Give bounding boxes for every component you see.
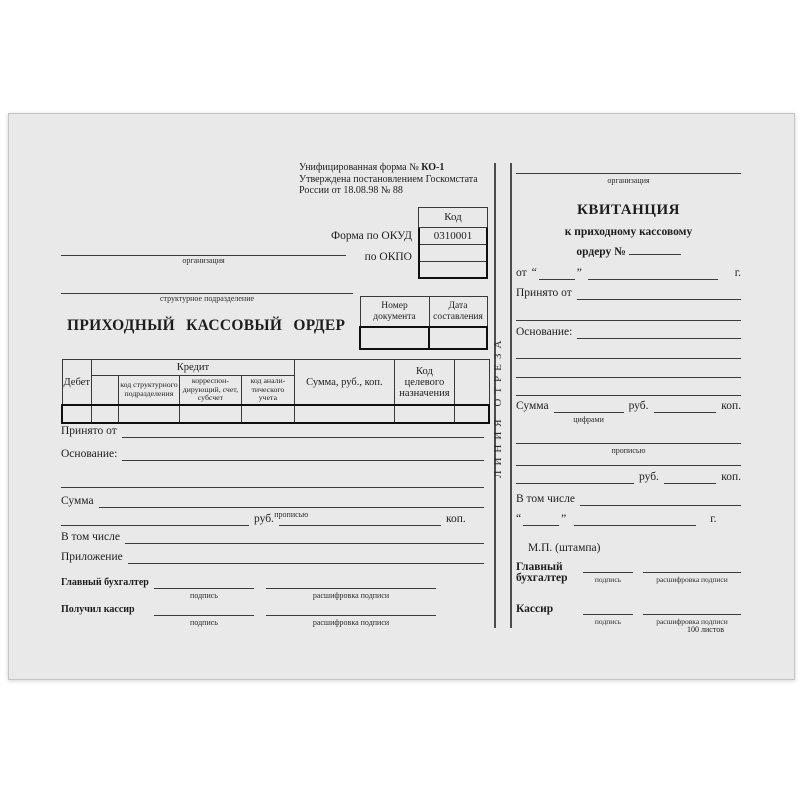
- signature-note: подпись: [594, 575, 622, 584]
- receipt-accepted-from-row: [516, 285, 741, 300]
- receipt-subtitle: к приходному кассовому: [564, 226, 693, 238]
- receipt-cashier-row: [516, 600, 741, 626]
- empty-code-cell: [420, 262, 486, 277]
- basis-extra-blank: [61, 472, 484, 488]
- signature-note: подпись: [594, 617, 622, 626]
- receipt-including-label: В том числе: [516, 493, 575, 505]
- cashier-name-blank: [266, 601, 436, 627]
- receipt-organization-label: организация: [607, 176, 650, 185]
- okpo-label: по ОКПО: [364, 251, 412, 263]
- kop-blank: [279, 510, 441, 526]
- receipt-rub-kop-row: [516, 469, 741, 484]
- cash-order-form: [8, 113, 795, 680]
- form-note-line1: [299, 162, 499, 174]
- attachment-label: Приложение: [61, 551, 123, 563]
- chief-accountant-label: Главный бухгалтер: [61, 577, 149, 588]
- receipt-blank-line: [516, 306, 741, 321]
- basis-row: [61, 445, 484, 461]
- receipt-year-label2: г.: [710, 513, 717, 525]
- receipt-order-no-blank: [629, 244, 681, 255]
- receipt-words-line: [516, 429, 741, 455]
- receipt-words-note: прописью: [611, 446, 646, 455]
- rub-label: руб.: [254, 513, 274, 525]
- table-cell: [454, 405, 489, 423]
- code-table-header: Код: [418, 207, 488, 228]
- receipt-basis-row: [516, 324, 741, 339]
- receipt-month-blank: [588, 265, 718, 280]
- receipt-organization-blank: [516, 160, 741, 185]
- receipt-cashier-name-blank: [643, 600, 741, 626]
- receipt-extra-line: [516, 451, 741, 466]
- receipt-date2-row: [516, 511, 741, 526]
- purpose-code-header: Код целевого назначения: [394, 360, 454, 406]
- receipt-sum-row: [516, 398, 741, 424]
- table-cell: [62, 405, 91, 423]
- credit-sub-empty: [91, 376, 118, 406]
- spare-header: [454, 360, 489, 406]
- receipt-chief-accountant-label: Главный бухгалтер: [516, 561, 568, 584]
- organization-line: [61, 241, 346, 265]
- receipt-from-label: от: [516, 267, 527, 279]
- subdivision-label: структурное подразделение: [159, 294, 255, 303]
- rub-kop-row: [61, 510, 482, 526]
- credit-sub-analytic: код аналитического учета: [241, 376, 294, 406]
- code-table: [418, 207, 488, 279]
- cut-line-label: ЛИНИЯ ОТРЕЗА: [492, 335, 504, 478]
- receipt-year-label: г.: [734, 267, 741, 279]
- table-cell: [118, 405, 179, 423]
- stamp-note: М.П. (штампа): [528, 542, 601, 554]
- doc-date-header: Дата составления: [429, 297, 487, 328]
- including-row: [61, 528, 484, 544]
- table-cell: [294, 405, 394, 423]
- form-note-prefix: Унифицированная форма №: [299, 162, 419, 173]
- signature-decode-note: расшифровка подписи: [656, 617, 728, 626]
- receipt-including-blank: [580, 491, 741, 506]
- quote-close: ”: [576, 267, 582, 279]
- chief-accountant-row: [61, 574, 484, 600]
- receipt-title: КВИТАНЦИЯ: [577, 202, 680, 218]
- receipt-digits-note: цифрами: [573, 415, 604, 424]
- attachment-blank: [128, 548, 484, 564]
- receipt-words-blank: [516, 429, 741, 455]
- code-table-values: [418, 228, 488, 279]
- receipt-chief-accountant-row: [516, 558, 741, 584]
- credit-header: Кредит: [91, 360, 294, 376]
- form-approval-note: [299, 162, 499, 197]
- receipt-extra-line: [516, 344, 741, 359]
- cashier-signature-blank: [154, 601, 254, 627]
- receipt-rub-label: руб.: [628, 400, 649, 412]
- sum-in-words-note: прописью: [274, 510, 309, 519]
- doc-number-table: [359, 296, 488, 350]
- receipt-including-row: [516, 491, 741, 506]
- form-code: КО-1: [421, 162, 445, 173]
- receipt-rub-blank2: [516, 469, 634, 484]
- attachment-row: [61, 548, 484, 564]
- signature-decode-note: расшифровка подписи: [312, 618, 390, 627]
- subdivision-line: [61, 279, 353, 303]
- sheets-count-note: 100 листов: [687, 625, 724, 634]
- okud-value-cell: 0310001: [420, 228, 486, 245]
- receipt-sum-digits-blank: [554, 398, 624, 424]
- receipt-order-no-label: ордеру №: [576, 246, 626, 258]
- signature-decode-note: расшифровка подписи: [656, 575, 728, 584]
- receipt-organization-line: [516, 160, 741, 185]
- okud-label: Форма по ОКУД: [331, 230, 412, 242]
- receipt-date-row: [516, 265, 741, 280]
- receipt-cashier-label: Кассир: [516, 603, 554, 615]
- receipt-blank-line: [516, 381, 741, 396]
- debit-header: Дебет: [62, 360, 91, 406]
- including-blank: [125, 528, 484, 544]
- quote-open: “: [516, 513, 522, 525]
- credit-sub-structural: код структурного подразделения: [118, 376, 179, 406]
- basis-extra-line: [61, 472, 484, 488]
- receipt-kop-blank2: [664, 469, 716, 484]
- receipt-blank-line: [516, 344, 741, 359]
- receipt-day2-blank: [523, 511, 559, 526]
- quote-open: “: [531, 267, 537, 279]
- chief-signature-blank: [154, 574, 254, 600]
- form-note-line3: России от 18.08.98 № 88: [299, 185, 403, 196]
- receipt-day-blank: [539, 265, 575, 280]
- accounts-table: [61, 359, 490, 424]
- credit-sub-corresponding: корреспондирующий, счет, субсчет: [179, 376, 241, 406]
- receipt-cashier-signature-blank: [583, 600, 633, 626]
- receipt-rub-label2: руб.: [639, 471, 659, 483]
- signature-decode-note: расшифровка подписи: [312, 591, 390, 600]
- basis-blank: [122, 445, 484, 461]
- accepted-from-row: [61, 422, 484, 438]
- cashier-received-row: [61, 601, 484, 627]
- cashier-received-label: Получил кассир: [61, 604, 135, 615]
- receipt-order-no-row: [516, 244, 741, 258]
- receipt-sum-label: Сумма: [516, 400, 549, 412]
- receipt-basis-label: Основание:: [516, 326, 573, 338]
- accepted-from-blank: [122, 422, 484, 438]
- receipt-extra-line: [516, 381, 741, 396]
- signature-note: подпись: [190, 591, 218, 600]
- form-title: ПРИХОДНЫЙ КАССОВЫЙ ОРДЕР: [67, 317, 346, 334]
- receipt-basis-blank: [577, 324, 741, 339]
- signature-note: подпись: [190, 618, 218, 627]
- receipt-chief-signature-blank: [583, 558, 633, 584]
- kop-label: коп.: [445, 513, 466, 525]
- sum-label: Сумма: [61, 495, 94, 507]
- basis-label: Основание:: [61, 448, 118, 460]
- table-cell: [91, 405, 118, 423]
- form-note-line2: Утверждена постановлением Госкомстата: [299, 173, 478, 185]
- receipt-chief-name-blank: [643, 558, 741, 584]
- table-cell: [394, 405, 454, 423]
- quote-close: ”: [561, 513, 567, 525]
- receipt-kop-label2: коп.: [721, 471, 741, 483]
- doc-date-cell: [429, 327, 487, 349]
- receipt-kop-label: коп.: [721, 400, 741, 412]
- accepted-from-label: Принято от: [61, 425, 117, 437]
- receipt-accepted-from-blank: [577, 285, 741, 300]
- table-cell: [241, 405, 294, 423]
- receipt-kop-blank: [654, 398, 717, 413]
- receipt-accepted-from-label: Принято от: [516, 287, 572, 299]
- table-cell: [179, 405, 241, 423]
- receipt-month2-blank: [574, 511, 696, 526]
- rub-blank: [61, 510, 249, 526]
- including-label: В том числе: [61, 531, 120, 543]
- receipt-extra-line: [516, 363, 741, 378]
- doc-number-header: Номер документа: [360, 297, 429, 328]
- receipt-blank-line: [516, 363, 741, 378]
- chief-name-blank: [266, 574, 436, 600]
- okpo-value-cell: [420, 245, 486, 262]
- receipt-blank-line: [516, 451, 741, 466]
- organization-label: организация: [182, 256, 225, 265]
- receipt-extra-line: [516, 306, 741, 321]
- sum-header: Сумма, руб., коп.: [294, 360, 394, 406]
